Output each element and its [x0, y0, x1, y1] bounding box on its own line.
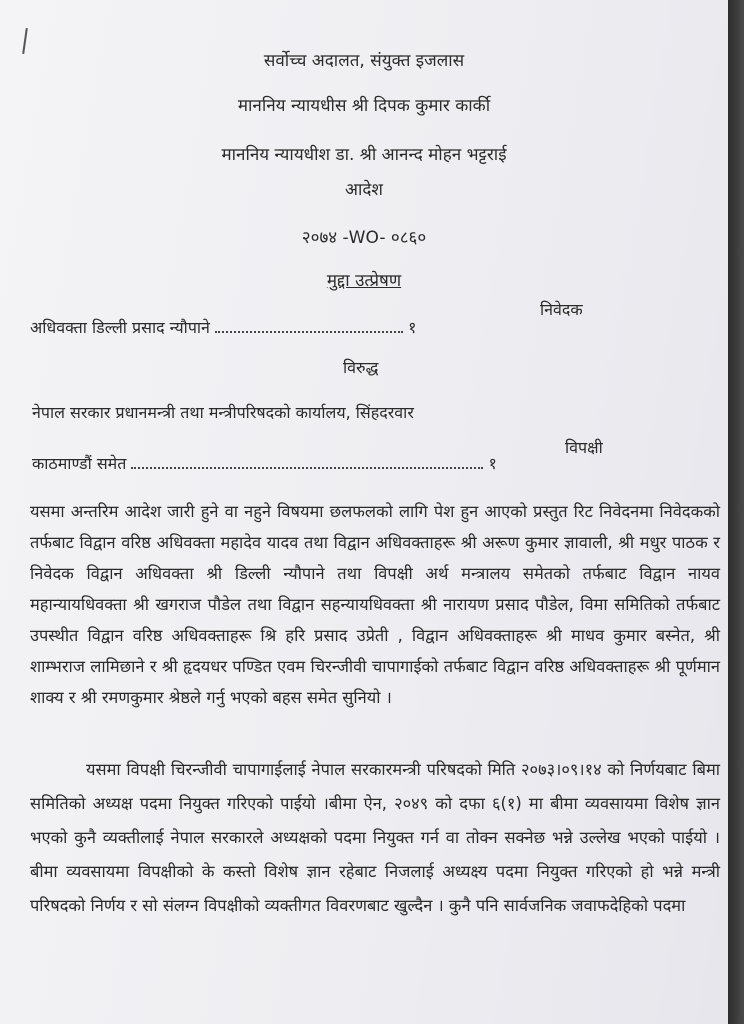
document-type: आदेश	[345, 180, 383, 200]
respondent-row	[32, 452, 497, 474]
petitioner-count: १	[408, 318, 417, 337]
respondent-role: विपक्षी	[565, 438, 603, 457]
background-edge	[728, 0, 744, 1024]
petitioner-role: निवेदक	[540, 300, 583, 319]
petitioner-name: अधिवक्ता डिल्ली प्रसाद न्यौपाने	[30, 318, 210, 337]
court-title: सर्वोच्च अदालत, संयुक्त इजलास	[263, 51, 465, 71]
dotted-leader	[131, 457, 483, 469]
body-paragraph-1: यसमा अन्तरिम आदेश जारी हुने वा नहुने विषयमा छलफलको लागि पेश हुन आएको प्रस्तुत रिट निवेदनमा निवेदकको तर्फबाट विद्वान वरिष्ठ अधिवक्ता महादेव यादव तथा विद्वान अधिवक्ताहरू श्री अरूण कुमार ज्ञावाली, श्री मधुर पाठक र निवेदक विद्वान अधिवक्ता श्री डिल्ली न्यौपाने तथा विपक्षी अर्थ मन्त्रालय समेतको तर्फबाट विद्वान नायव महान्यायधिवक्ता श्री खगराज पौडेल तथा विद्वान सहन्यायधिवक्ता श्री नारायण प्रसाद पौडेल, विमा समितिको तर्फबाट उपस्थीत विद्वान वरिष्ठ अधिवक्ताहरू श्रि हरि प्रसाद उप्रेती , विद्वान अधिवक्ताहरू श्री माधव कुमार बस्नेत, श्री शाम्भराज लामिछाने र श्री हृदयधर पण्डित एवम चिरन्जीवी चापागाईको तर्फबाट विद्वान वरिष्ठ अधिवक्ताहरू श्री पूर्णमान शाक्य र श्री रमणकुमार श्रेष्ठले गर्नु भएको बहस समेत सुनियो ।	[30, 502, 720, 707]
respondent-line-1: नेपाल सरकार प्रधानमन्त्री तथा मन्त्रीपरिषदको कार्यालय, सिंहदरवार	[32, 403, 414, 422]
respondent-line-2: काठमाण्डौं समेत	[32, 454, 127, 473]
versus-label: विरुद्ध	[343, 358, 379, 377]
dotted-leader	[215, 321, 403, 333]
petitioner-row	[30, 316, 416, 338]
judge-line-2: माननिय न्यायधीश डा. श्री आनन्द मोहन भट्टराई	[221, 145, 507, 165]
respondent-count: १	[488, 454, 497, 473]
case-number: २०७४ -WO- ०८६०	[301, 228, 427, 248]
judge-line-1: माननिय न्यायधीस श्री दिपक कुमार कार्की	[237, 96, 491, 116]
body-paragraph-2: यसमा विपक्षी चिरन्जीवी चापागाईलाई नेपाल सरकारमन्त्री परिषदको मिति २०७३।०९।१४ को निर्णयबाट बिमा समितिको अध्यक्ष पदमा नियुक्त गरिएको पाईयो ।बीमा ऐन, २०४९ को दफा ६(१) मा बीमा व्यवसायमा विशेष ज्ञान भएको कुनै व्यक्तीलाई नेपाल सरकारले अध्यक्षको पदमा नियुक्त गर्न वा तोक्न सक्नेछ भन्ने उल्लेख भएको पाईयो । बीमा व्यवसायमा विपक्षीको के कस्तो विशेष ज्ञान रहेबाट निजलाई अध्यक्ष्य पदमा नियुक्त गरिएको हो भन्ने मन्त्री परिषदको निर्णय र सो संलग्न विपक्षीको व्यक्तीगत विवरणबाट खुल्दैन । कुनै पनि सार्वजनिक जवाफदेहिको पदमा	[30, 760, 720, 915]
case-subject: मुद्दा उत्प्रेषण	[326, 271, 402, 291]
